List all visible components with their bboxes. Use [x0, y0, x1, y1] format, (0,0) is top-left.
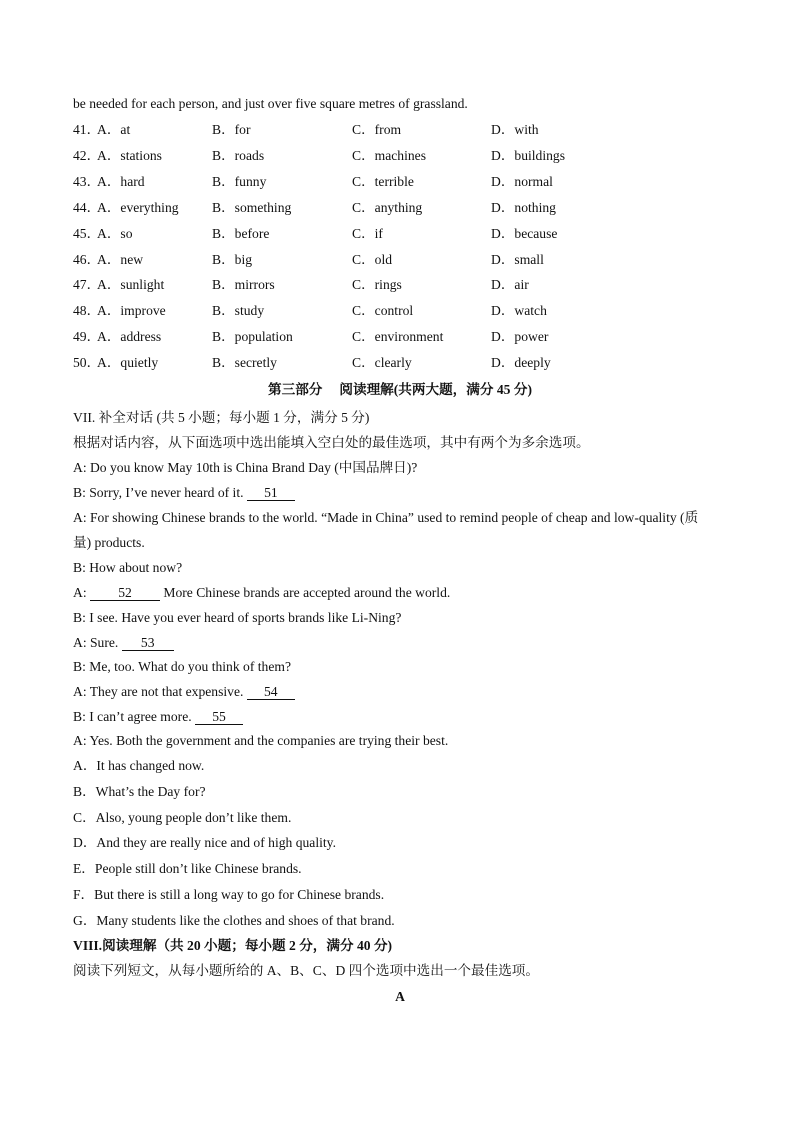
option-d[interactable]: D．power: [491, 329, 549, 345]
section7-instruction: 根据对话内容，从下面选项中选出能填入空白处的最佳选项，其中有两个为多余选项。: [73, 435, 590, 450]
option-c[interactable]: C．environment: [352, 329, 444, 345]
option-d[interactable]: D．deeply: [491, 355, 551, 371]
question-number: 44．: [73, 199, 101, 215]
dialogue-text: More Chinese brands are accepted around the world.: [160, 585, 451, 600]
dialogue-line-3: A: For showing Chinese brands to the world. “Made in China” used to remind people of cheap and low-quality (质: [73, 510, 699, 525]
option-b[interactable]: B．something: [212, 199, 292, 215]
option-d[interactable]: D．watch: [491, 303, 547, 319]
dialogue-text: A: They are not that expensive.: [73, 684, 247, 699]
question-number: 43．: [73, 173, 101, 189]
option-b[interactable]: B．before: [212, 225, 270, 241]
question-number: 42．: [73, 147, 101, 163]
dialogue-text: A: Sure.: [73, 635, 122, 650]
dialogue-option[interactable]: A．It has changed now.: [73, 758, 205, 773]
dialogue-line-2: [73, 484, 295, 502]
option-d[interactable]: D．with: [491, 122, 539, 137]
option-b[interactable]: B．funny: [212, 173, 267, 189]
passage-label: A: [395, 989, 405, 1004]
dialogue-text: A:: [73, 585, 90, 600]
option-b[interactable]: B．mirrors: [212, 277, 275, 293]
question-number: 47．: [73, 277, 101, 293]
dialogue-line-8: [73, 634, 174, 652]
option-a[interactable]: A．stations: [97, 147, 162, 163]
option-d[interactable]: D．nothing: [491, 199, 556, 215]
intro-line: be needed for each person, and just over five square metres of grassland.: [73, 96, 468, 111]
option-c[interactable]: C．if: [352, 225, 383, 241]
question-number: 45．: [73, 225, 101, 241]
option-d[interactable]: D．because: [491, 225, 558, 241]
option-a[interactable]: A．at: [97, 122, 131, 137]
option-a[interactable]: A．address: [97, 329, 162, 345]
option-d[interactable]: D．small: [491, 251, 544, 267]
option-b[interactable]: B．study: [212, 303, 265, 319]
section7-title: VII. 补全对话 (共 5 小题；每小题 1 分，满分 5 分): [73, 410, 370, 425]
dialogue-option[interactable]: E．People still don’t like Chinese brands.: [73, 861, 302, 877]
dialogue-line-10: [73, 683, 295, 701]
option-b[interactable]: B．for: [212, 122, 251, 137]
dialogue-line-9: B: Me, too. What do you think of them?: [73, 659, 291, 674]
option-c[interactable]: C．old: [352, 251, 393, 267]
option-a[interactable]: A．everything: [97, 199, 179, 215]
dialogue-line-1: A: Do you know May 10th is China Brand Day (中国品牌日)?: [73, 460, 418, 475]
option-b[interactable]: B．big: [212, 251, 253, 267]
dialogue-option[interactable]: D．And they are really nice and of high quality.: [73, 835, 336, 851]
option-c[interactable]: C．terrible: [352, 173, 414, 189]
question-number: 41．: [73, 122, 101, 137]
option-c[interactable]: C．anything: [352, 199, 423, 215]
option-c[interactable]: C．control: [352, 303, 414, 319]
option-c[interactable]: C．clearly: [352, 355, 412, 371]
question-number: 46．: [73, 251, 101, 267]
dialogue-option[interactable]: C．Also, young people don’t like them.: [73, 809, 292, 825]
section8-title: VIII.阅读理解（共 20 小题；每小题 2 分，满分 40 分): [73, 938, 393, 953]
dialogue-text: B: Sorry, I’ve never heard of it.: [73, 485, 247, 500]
dialogue-text: B: I can’t agree more.: [73, 709, 196, 724]
option-b[interactable]: B．population: [212, 329, 293, 345]
dialogue-line-5: B: How about now?: [73, 560, 183, 575]
option-c[interactable]: C．from: [352, 122, 402, 137]
blank-55[interactable]: 55: [195, 709, 243, 725]
question-number: 50．: [73, 355, 101, 371]
option-a[interactable]: A．quietly: [97, 355, 159, 371]
dialogue-line-6: [73, 584, 450, 602]
dialogue-option[interactable]: G．Many students like the clothes and shoes of that brand.: [73, 912, 395, 928]
option-b[interactable]: B．roads: [212, 147, 265, 163]
option-d[interactable]: D．buildings: [491, 147, 566, 163]
option-d[interactable]: D．air: [491, 277, 529, 293]
blank-52[interactable]: 52: [90, 585, 160, 601]
option-d[interactable]: D．normal: [491, 173, 553, 189]
question-number: 49．: [73, 329, 101, 345]
option-c[interactable]: C．machines: [352, 147, 426, 163]
dialogue-line-12: A: Yes. Both the government and the companies are trying their best.: [73, 733, 449, 748]
option-a[interactable]: A．hard: [97, 173, 145, 189]
blank-51[interactable]: 51: [247, 485, 295, 501]
question-number: 48．: [73, 303, 101, 319]
option-a[interactable]: A．so: [97, 225, 133, 241]
option-b[interactable]: B．secretly: [212, 355, 277, 371]
part3-title: 第三部分 阅读理解(共两大题，满分 45 分): [268, 382, 532, 397]
dialogue-line-7: B: I see. Have you ever heard of sports brands like Li-Ning?: [73, 610, 402, 625]
dialogue-line-11: [73, 708, 243, 726]
dialogue-option[interactable]: F．But there is still a long way to go for Chinese brands.: [73, 887, 385, 902]
option-c[interactable]: C．rings: [352, 277, 402, 293]
option-a[interactable]: A．improve: [97, 303, 166, 319]
dialogue-line-4: 量) products.: [73, 535, 145, 550]
option-a[interactable]: A．new: [97, 251, 144, 267]
dialogue-option[interactable]: B．What’s the Day for?: [73, 783, 206, 799]
section8-instruction: 阅读下列短文，从每小题所给的 A、B、C、D 四个选项中选出一个最佳选项。: [73, 963, 539, 978]
blank-54[interactable]: 54: [247, 684, 295, 700]
option-a[interactable]: A．sunlight: [97, 277, 165, 293]
blank-53[interactable]: 53: [122, 635, 174, 651]
